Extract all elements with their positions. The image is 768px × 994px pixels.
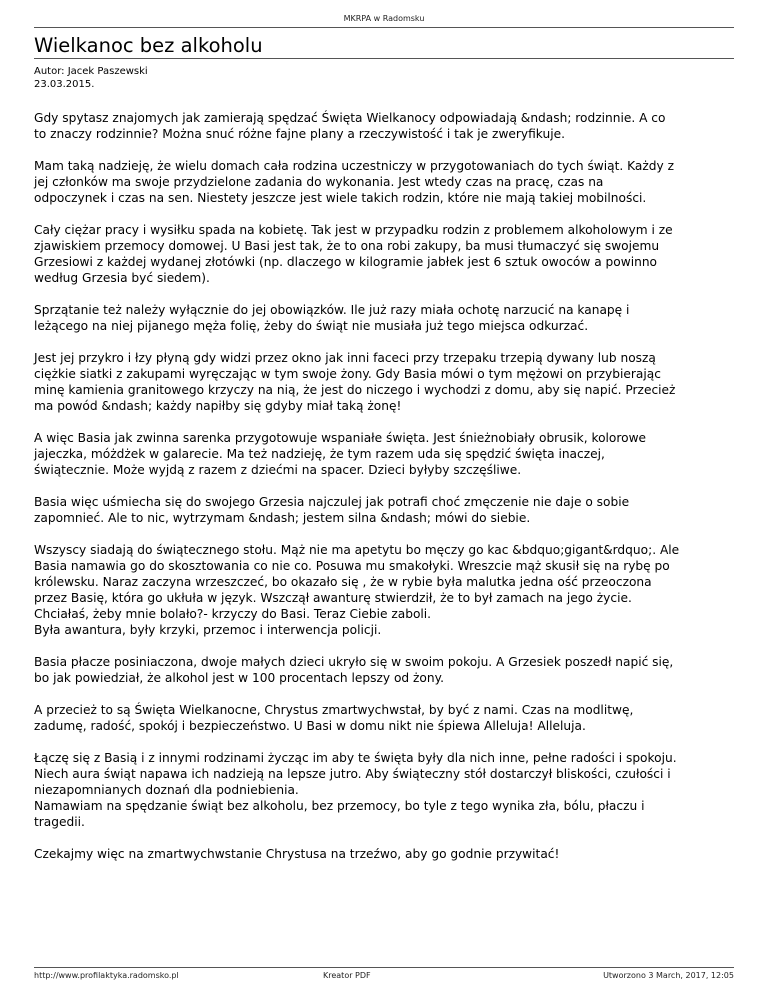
footer-url: http://www.profilaktyka.radomsko.pl [34,971,179,980]
footer-created: Utworzono 3 March, 2017, 12:05 [603,971,734,980]
paragraph-line: Łączę się z Basią i z innymi rodzinami życząc im aby te święta były dla nich inne, pełne radości i spokoju. [34,751,677,765]
paragraph-line: Cały ciężar pracy i wysiłku spada na kobietę. Tak jest w przypadku rodzin z problemem alkoholowym i ze [34,223,673,237]
paragraph-line: Sprzątanie też należy wyłącznie do jej obowiązków. Ile już razy miała ochotę narzucić na kanapę i [34,303,630,317]
paragraph-line: świątecznie. Może wyjdą z razem z dziećmi na spacer. Dzieci byłyby szczęśliwe. [34,463,522,477]
paragraph-line: tragedii. [34,815,85,829]
paragraph-line: Basia namawia go do skosztowania co nie co. Posuwa mu smakołyki. Wreszcie mąż skusił się na rybę po [34,559,670,573]
paragraph-line: A przecież to są Święta Wielkanocne, Chrystus zmartwychwstał, by być z nami. Czas na modlitwę, [34,703,634,717]
paragraph-line: zadumę, radość, spokój i bezpieczeństwo. U Basi w domu nikt nie śpiewa Alleluja! Alleluja. [34,719,586,733]
page-header: MKRPA w Radomsku [343,14,425,23]
article-paragraph [34,158,734,206]
paragraph-line: jajeczka, móżdżek w galarecie. Ma też nadzieję, że tym razem uda się spędzić święta inaczej, [34,447,605,461]
paragraph-line: zapomnieć. Ale to nic, wytrzymam &ndash; jestem silna &ndash; mówi do siebie. [34,511,531,525]
article-paragraph [34,846,734,862]
paragraph-line: Była awantura, były krzyki, przemoc i interwencja policji. [34,623,382,637]
paragraph-line: niezapomnianych doznań dla podniebienia. [34,783,299,797]
paragraph-line: Mam taką nadzieję, że wielu domach cała rodzina uczestniczy w przygotowaniach do tych świąt. Każdy z [34,159,675,173]
article-author: Autor: Jacek Paszewski [34,66,148,77]
article-paragraph [34,430,734,478]
paragraph-line: Jest jej przykro i łzy płyną gdy widzi przez okno jak inni faceci przy trzepaku trzepią dywany lub noszą [34,351,656,365]
article-paragraph [34,542,734,638]
article-title: Wielkanoc bez alkoholu [34,34,263,57]
article-paragraph [34,750,734,830]
article-paragraph [34,110,734,142]
article-paragraph [34,494,734,526]
paragraph-line: Namawiam na spędzanie świąt bez alkoholu, bez przemocy, bo tyle z tego wynika zła, bólu, płaczu i [34,799,645,813]
paragraph-line: leżącego na niej pijanego męża folię, żeby do świąt nie musiała już tego miejsca odkurzać. [34,319,589,333]
paragraph-line: królewsku. Naraz zaczyna wrzeszczeć, bo okazało się , że w rybie była malutka jedna ość przeoczona [34,575,652,589]
paragraph-line: Basia płacze posiniaczona, dwoje małych dzieci ukryło się w swoim pokoju. A Grzesiek poszedł napić się, [34,655,674,669]
article-paragraph [34,350,734,414]
article-paragraph [34,222,734,286]
footer-generator: Kreator PDF [323,971,371,980]
paragraph-line: Chciałaś, żeby mnie bolało?- krzyczy do Basi. Teraz Ciebie zaboli. [34,607,432,621]
paragraph-line: przez Basię, która go ukłuła w język. Wszczął awanturę stwierdził, że to był zamach na jego życie. [34,591,632,605]
paragraph-line: bo jak powiedział, że alkohol jest w 100 procentach lepszy od żony. [34,671,444,685]
article-date: 23.03.2015. [34,79,95,90]
paragraph-line: minę kamienia granitowego krzyczy na nią, że jest do niczego i wychodzi z domu, aby się napić. Przecież [34,383,676,397]
paragraph-line: A więc Basia jak zwinna sarenka przygotowuje wspaniałe święta. Jest śnieżnobiały obrusik, kolorowe [34,431,647,445]
paragraph-line: Basia więc uśmiecha się do swojego Grzesia najczulej jak potrafi choć zmęczenie nie daje o sobie [34,495,630,509]
paragraph-line: to znaczy rodzinnie? Można snuć różne fajne plany a rzeczywistość i tak je zweryfikuje. [34,127,565,141]
paragraph-line: ma powód &ndash; każdy napiłby się gdyby miał taką żonę! [34,399,402,413]
paragraph-line: według Grzesia być siedem). [34,271,210,285]
paragraph-line: Gdy spytasz znajomych jak zamierają spędzać Święta Wielkanocy odpowiadają &ndash; rodzinnie. A co [34,111,666,125]
paragraph-line: Czekajmy więc na zmartwychwstanie Chrystusa na trzeźwo, aby go godnie przywitać! [34,847,560,861]
paragraph-line: ciężkie siatki z zakupami wyręczając w tym swoje żony. Gdy Basia mówi o tym mężowi on przybierając [34,367,661,381]
paragraph-line: odpoczynek i czas na sen. Niestety jeszcze jest wiele takich rodzin, które nie mają takiej mobilności. [34,191,647,205]
header-divider [34,27,734,28]
article-paragraph [34,654,734,686]
paragraph-line: jej członków ma swoje przydzielone zadania do wykonania. Jest wtedy czas na pracę, czas na [34,175,604,189]
paragraph-line: Grzesiowi z każdej wydanej złotówki (np. dlaczego w kilogramie jabłek jest 6 sztuk owoców a powinno [34,255,657,269]
title-divider [34,58,734,59]
article-body [34,110,734,878]
article-paragraph [34,702,734,734]
footer-divider [34,967,734,968]
paragraph-line: Wszyscy siadają do świątecznego stołu. Mąż nie ma apetytu bo męczy go kac &bdquo;gigant&rdquo;. Ale [34,543,680,557]
article-meta [34,65,148,91]
paragraph-line: zjawiskiem przemocy domowej. U Basi jest tak, że to ona robi zakupy, ba musi tłumaczyć się swojemu [34,239,660,253]
paragraph-line: Niech aura świąt napawa ich nadzieją na lepsze jutro. Aby świąteczny stół dostarczył bliskości, czułości i [34,767,671,781]
article-paragraph [34,302,734,334]
